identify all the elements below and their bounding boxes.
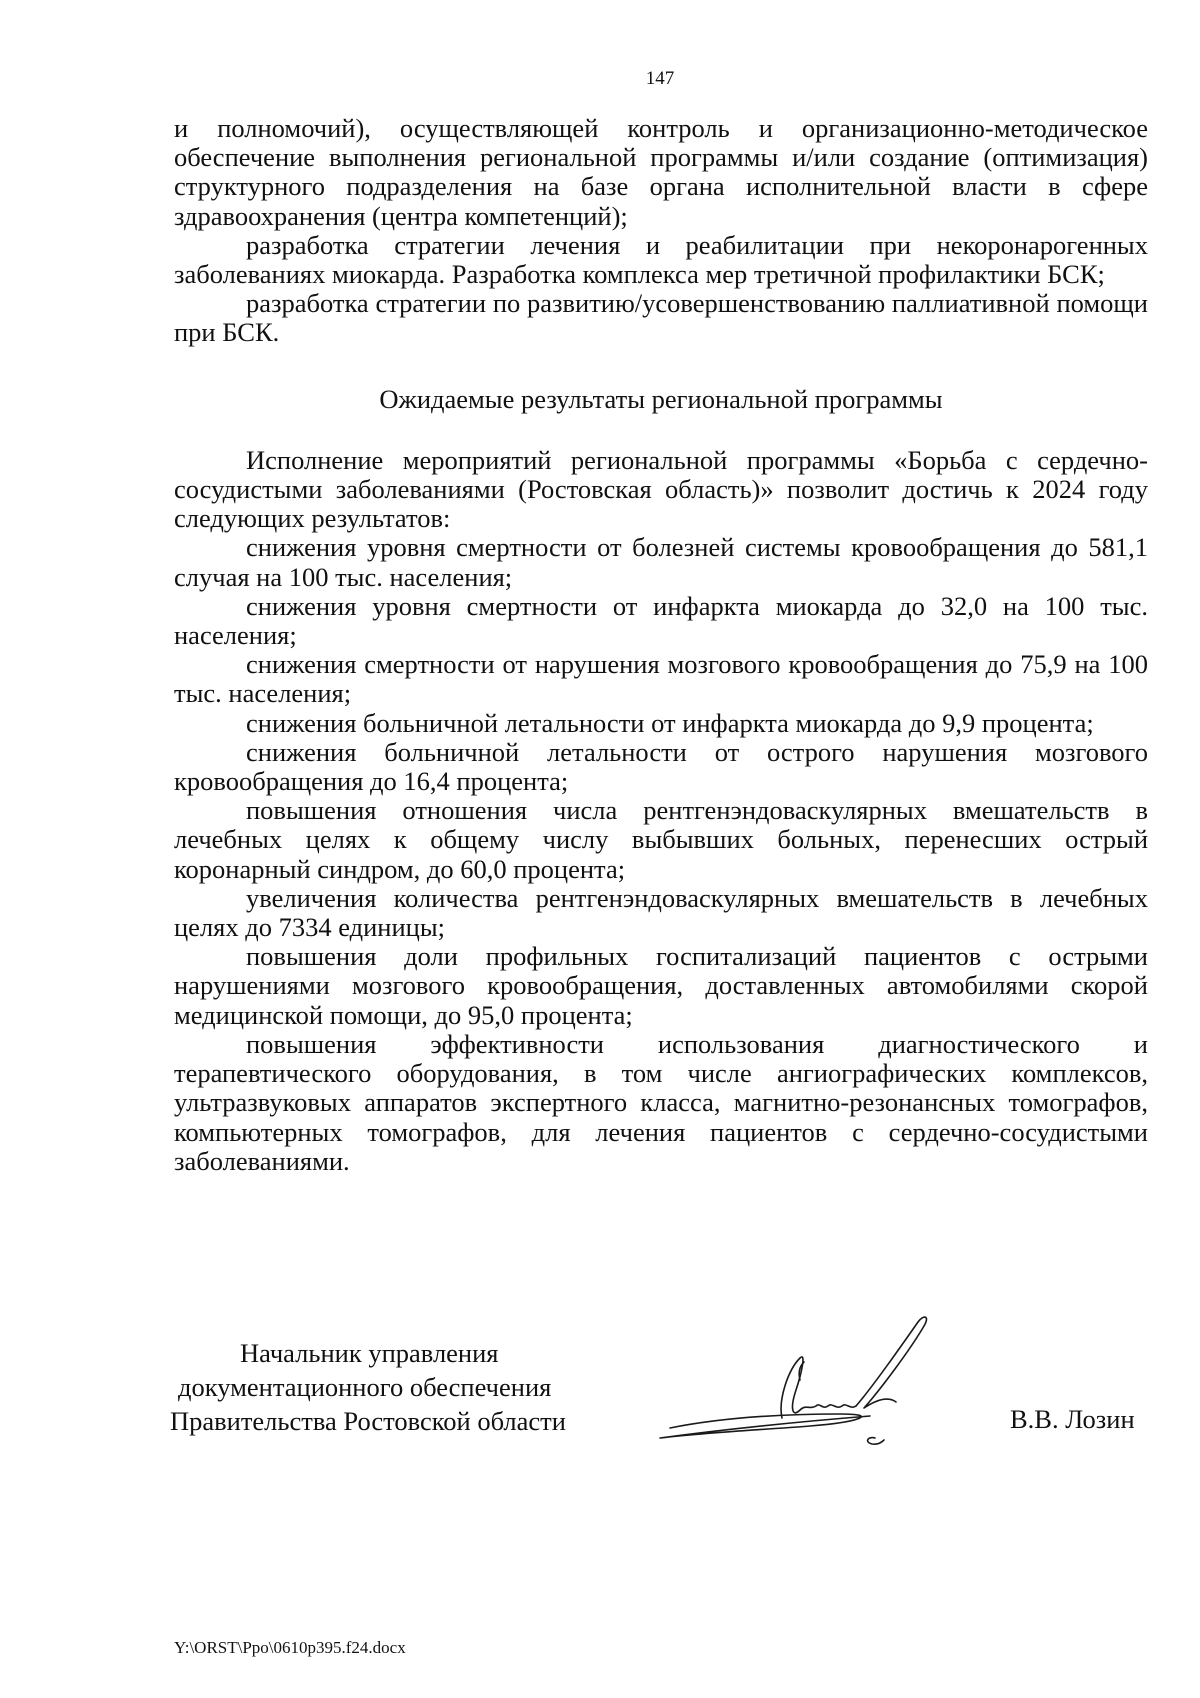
page-number: 147 xyxy=(645,68,675,89)
file-path-footer: Y:\ORST\Ppo\0610p395.f24.docx xyxy=(174,1638,406,1657)
document-body xyxy=(174,114,1148,1176)
result-item: увеличения количества рентгенэндоваскулярных вмешательств в лечебных целях до 7334 единицы; xyxy=(174,882,1148,943)
paragraph-strategy-palliative: разработка стратегии по развитию/усовершенствованию паллиативной помощи при БСК. xyxy=(174,288,1148,348)
signatory-title xyxy=(170,1336,630,1438)
result-item: повышения эффективности использования диагностического и терапевтического оборудования, в том числе ангиографических комплексов, ультразвуковых аппаратов экспертного класса, магнитно-резонансных томографов, компьютерных томографов, для лечения пациентов с сердечно-сосудистыми заболеваниями. xyxy=(174,1028,1148,1176)
result-item: снижения уровня смертности от инфаркта миокарда до 32,0 на 100 тыс. населения; xyxy=(174,590,1148,651)
section-heading: Ожидаемые результаты региональной программы xyxy=(379,383,943,414)
result-item: снижения смертности от нарушения мозгового кровообращения до 75,9 на 100 тыс. населения; xyxy=(174,649,1148,709)
results-intro: Исполнение мероприятий региональной программы «Борьба с сердечно-сосудистыми заболеваниями (Ростовская область)» позволит достичь к 2024 году следующих результатов: xyxy=(174,444,1148,534)
signatory-name: В.В. Лозин xyxy=(1010,1404,1135,1434)
paragraph-strategy-myocardium: разработка стратегии лечения и реабилитации при некоронарогенных заболеваниях миокарда. Разработка комплекса мер третичной профилактики БСК; xyxy=(174,229,1148,290)
signatory-title-line: документационного обеспечения xyxy=(178,1372,552,1402)
signatory-title-line: Начальник управления xyxy=(240,1338,499,1368)
result-item: повышения доли профильных госпитализаций пациентов с острыми нарушениями мозгового кровообращения, доставленных автомобилями скорой медицинской помощи, до 95,0 процента; xyxy=(174,941,1148,1030)
signatory-title-line: Правительства Ростовской области xyxy=(170,1406,566,1436)
result-item: снижения больничной летальности от острого нарушения мозгового кровообращения до 16,4 процента; xyxy=(174,736,1148,797)
result-item: снижения уровня смертности от болезней системы кровообращения до 581,1 случая на 100 тыс. населения; xyxy=(174,532,1148,592)
handwritten-signature xyxy=(650,1310,980,1460)
result-item: повышения отношения числа рентгенэндоваскулярных вмешательств в лечебных целях к общему числу выбывших больных, перенесших острый коронарный синдром, до 60,0 процента; xyxy=(174,795,1148,884)
paragraph-continuation: и полномочий), осуществляющей контроль и организационно-методическое обеспечение выполнения региональной программы и/или создание (оптимизация) структурного подразделения на базе органа исполнительной власти в сфере здравоохранения (центра компетенций); xyxy=(174,113,1148,231)
result-item: снижения больничной летальности от инфаркта миокарда до 9,9 процента; xyxy=(246,707,1094,738)
